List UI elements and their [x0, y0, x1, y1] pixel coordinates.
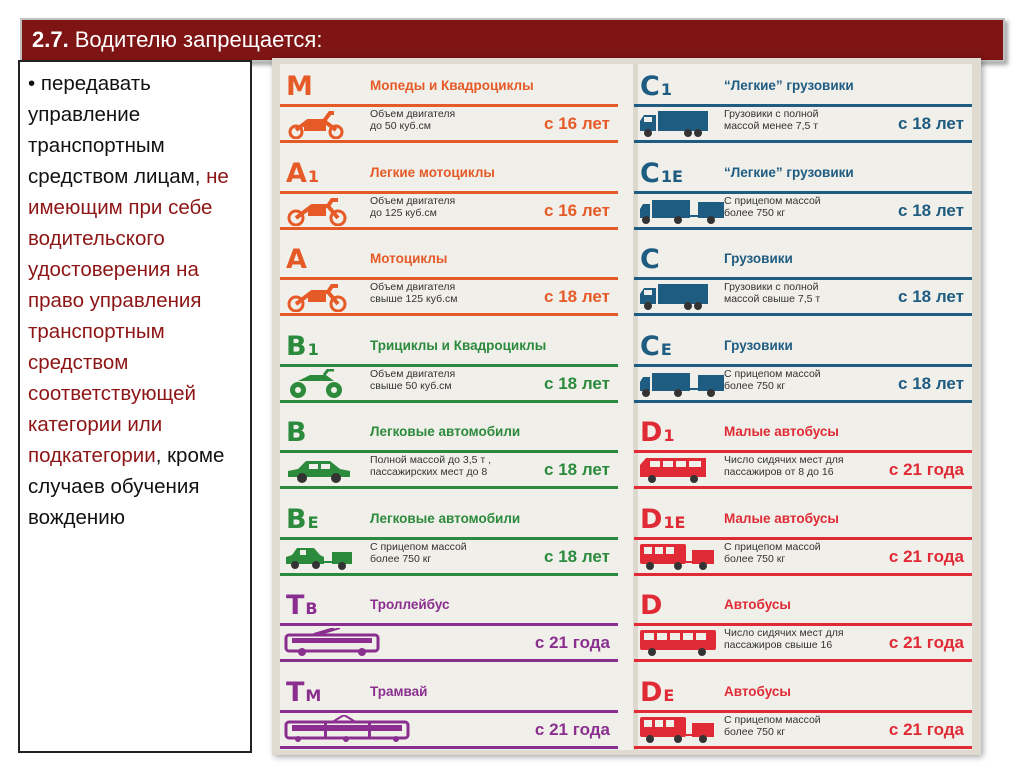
truck-trailer-icon [638, 369, 734, 399]
row-rule-top [634, 623, 972, 626]
license-categories-chart [272, 58, 981, 755]
category-row [634, 237, 972, 323]
category-row [634, 670, 972, 756]
row-rule-bottom [634, 659, 972, 662]
category-subscript: M [305, 685, 322, 705]
category-letter: A [286, 157, 307, 189]
category-letter: C [640, 244, 660, 275]
category-code [286, 72, 313, 102]
minimum-age: с 18 лет [544, 460, 610, 479]
row-rule-top [280, 104, 618, 107]
category-subscript: B [305, 599, 318, 618]
category-code [640, 332, 672, 365]
row-rule-bottom [280, 140, 618, 143]
category-subscript: 1E [660, 166, 683, 186]
row-rule-top [634, 364, 972, 367]
category-title: Грузовики [724, 337, 793, 353]
category-description: Полной массой до 3,5 т , пассажирских мест до 8 [370, 454, 492, 478]
category-code [640, 418, 675, 451]
category-letter: C [640, 71, 660, 102]
category-description: Грузовики с полной массой свыше 7,5 т [724, 281, 821, 305]
category-subscript: E [663, 685, 675, 705]
row-rule-bottom [634, 227, 972, 230]
motorcycle-icon [284, 282, 356, 312]
category-description: С прицепом массой более 750 кг [724, 540, 821, 565]
minimum-age: с 21 года [888, 546, 964, 566]
category-letter: C [640, 330, 660, 362]
category-title: Мопеды и Квадроциклы [370, 78, 534, 93]
truck-trailer-icon [638, 196, 734, 226]
row-rule-top [634, 277, 972, 280]
category-title: Троллейбус [370, 597, 450, 612]
scooter-icon [284, 109, 356, 139]
category-row [634, 151, 972, 237]
row-rule-top [280, 364, 618, 367]
rule-text-part1: передавать управление транспортным средством лицам, [28, 72, 201, 188]
category-description: С прицепом массой более 750 кг [724, 194, 821, 219]
category-title: Автобусы [724, 683, 791, 699]
row-rule-bottom [280, 400, 618, 403]
minimum-age: с 18 лет [544, 373, 610, 393]
minimum-age: с 16 лет [544, 114, 610, 133]
category-row [280, 237, 618, 323]
category-row [280, 497, 618, 583]
category-code [640, 591, 662, 621]
motorcycle-icon [284, 196, 356, 226]
category-description: Грузовики с полной массой менее 7,5 т [724, 108, 819, 132]
row-rule-bottom [280, 659, 618, 662]
category-description: С прицепом массой более 750 кг [370, 540, 467, 565]
category-title: Автобусы [724, 597, 791, 612]
category-letter: C [640, 157, 660, 189]
minibus-icon [638, 455, 710, 485]
row-rule-bottom [634, 746, 972, 749]
category-code [640, 159, 683, 192]
row-rule-bottom [634, 400, 972, 403]
minimum-age: с 18 лет [898, 114, 964, 133]
category-letter: B [286, 417, 307, 448]
minimum-age: с 21 года [888, 633, 964, 652]
category-row [280, 151, 618, 237]
category-title: “Легкие” грузовики [724, 164, 854, 180]
category-description: Объем двигателя до 50 куб.см [370, 108, 456, 132]
category-row [280, 410, 618, 496]
category-letter: T [286, 590, 305, 621]
row-rule-bottom [280, 573, 618, 576]
row-rule-top [280, 537, 618, 540]
row-rule-top [280, 191, 618, 194]
slide-title: Водителю запрещается: [74, 27, 323, 52]
category-description: Объем двигателя до 125 куб.см [370, 194, 456, 219]
minimum-age: с 21 года [534, 633, 610, 652]
category-letter: D [640, 590, 663, 621]
category-subscript: 1 [307, 339, 319, 359]
bullet: • [28, 72, 36, 95]
category-description: Объем двигателя свыше 50 куб.см [370, 367, 456, 392]
row-rule-top [280, 623, 618, 626]
row-rule-top [280, 710, 618, 713]
category-letter: M [286, 71, 313, 102]
category-code [286, 418, 307, 448]
category-letter: D [640, 417, 663, 448]
quad-bike-icon [284, 369, 356, 399]
category-title: Легковые автомобили [370, 424, 521, 439]
minimum-age: с 18 лет [898, 200, 964, 220]
category-subscript: 1 [663, 426, 675, 445]
category-subscript: E [307, 512, 319, 532]
category-letter: D [640, 676, 663, 708]
category-title: Малые автобусы [724, 510, 839, 526]
category-letter: A [286, 244, 307, 275]
category-description: С прицепом массой более 750 кг [724, 713, 821, 738]
row-rule-bottom [634, 140, 972, 143]
minimum-age: с 21 года [534, 719, 610, 739]
category-letter: B [286, 503, 307, 535]
category-code [286, 245, 307, 275]
bus-icon [638, 628, 718, 658]
row-rule-bottom [280, 746, 618, 749]
row-rule-top [634, 450, 972, 453]
category-title: Легкие мотоциклы [370, 164, 495, 180]
category-description: Число сидячих мест для пассажиров от 8 до 16 [724, 454, 844, 478]
category-letter: D [640, 503, 663, 535]
minimum-age: с 18 лет [544, 546, 610, 566]
category-subscript: E [660, 339, 672, 359]
minimum-age: с 18 лет [898, 287, 964, 306]
car-trailer-icon [284, 542, 356, 572]
category-row [280, 583, 618, 669]
category-subscript: 1E [663, 512, 686, 532]
category-subscript: 1 [307, 166, 320, 186]
category-title: Малые автобусы [724, 424, 839, 439]
trolleybus-icon [284, 628, 380, 658]
row-rule-top [634, 537, 972, 540]
category-title: Легковые автомобили [370, 510, 521, 526]
row-rule-bottom [280, 313, 618, 316]
category-title: “Легкие” грузовики [724, 78, 854, 93]
category-row [634, 583, 972, 669]
car-icon [284, 455, 356, 485]
category-row [280, 670, 618, 756]
category-code [640, 245, 660, 275]
row-rule-bottom [634, 486, 972, 489]
row-rule-top [280, 450, 618, 453]
category-letter: B [286, 330, 307, 362]
category-row [280, 64, 618, 150]
minimum-age: с 18 лет [898, 373, 964, 393]
truck-icon [638, 109, 710, 139]
row-rule-top [280, 277, 618, 280]
category-row [280, 324, 618, 410]
slide-header [20, 18, 1005, 62]
row-rule-top [634, 191, 972, 194]
rule-text-highlight: не имеющим при себе водительского удостоверения на право управления транспортным средством соответствующей категории или подкатегории [28, 165, 229, 467]
categories-panel [280, 64, 972, 750]
category-title: Трамвай [370, 683, 428, 699]
minimum-age: с 18 лет [544, 287, 610, 306]
bus-trailer-icon [638, 715, 718, 745]
category-code [640, 678, 674, 711]
row-rule-bottom [634, 573, 972, 576]
truck-icon [638, 282, 710, 312]
category-description: Число сидячих мест для пассажиров свыше 16 [724, 627, 844, 651]
rule-number: 2.7. [32, 27, 69, 52]
category-title: Грузовики [724, 251, 793, 266]
rule-text-part3: , кроме случаев обучения вождению [28, 444, 225, 529]
category-row [634, 324, 972, 410]
category-subscript: 1 [660, 80, 672, 99]
minimum-age: с 21 года [888, 719, 964, 739]
category-description: С прицепом массой более 750 кг [724, 367, 821, 392]
bus-trailer-icon [638, 542, 718, 572]
minimum-age: с 16 лет [544, 200, 610, 220]
row-rule-bottom [634, 313, 972, 316]
rule-text-box [18, 60, 252, 753]
category-row [634, 497, 972, 583]
category-code [640, 505, 685, 538]
category-title: Мотоциклы [370, 251, 448, 266]
category-code [286, 678, 321, 711]
category-description: Объем двигателя свыше 125 куб.см [370, 281, 458, 305]
category-code [286, 505, 319, 538]
category-row [634, 410, 972, 496]
row-rule-top [634, 710, 972, 713]
category-title: Трициклы и Квадроциклы [370, 337, 547, 353]
category-code [286, 332, 319, 365]
row-rule-top [634, 104, 972, 107]
category-row [634, 64, 972, 150]
row-rule-bottom [280, 486, 618, 489]
minimum-age: с 21 года [888, 460, 964, 479]
category-code [286, 159, 319, 192]
category-code [640, 72, 672, 105]
category-code [286, 591, 318, 624]
category-letter: T [286, 676, 305, 708]
tram-icon [284, 715, 410, 745]
row-rule-bottom [280, 227, 618, 230]
